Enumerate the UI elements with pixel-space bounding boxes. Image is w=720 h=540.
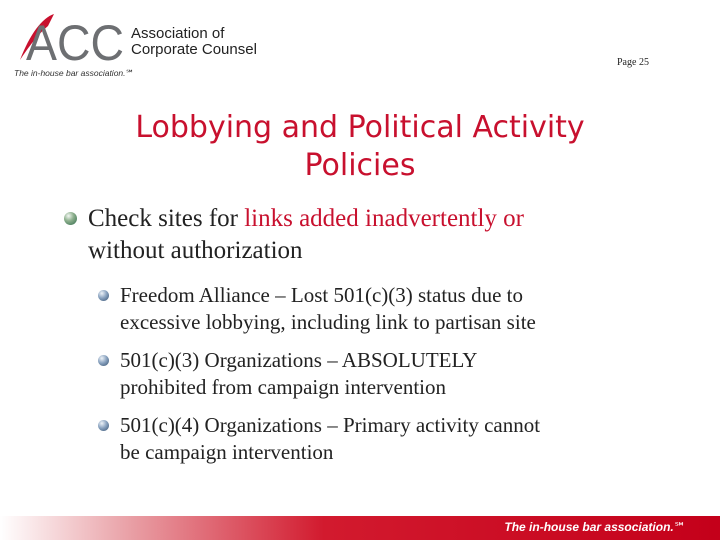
slide-title-line2: Policies: [304, 148, 416, 183]
main-bullet-accent-text: links added inadvertently or: [244, 205, 525, 232]
blue-sphere-bullet-icon: [98, 420, 109, 431]
logo-org-line2: Corporate Counsel: [131, 41, 257, 58]
sub-bullet-item: [98, 412, 688, 466]
logo-tagline: The in-house bar association.℠: [14, 68, 135, 78]
logo-org-line1: Association of: [131, 25, 225, 42]
sub-bullet-line1: 501(c)(3) Organizations – ABSOLUTELY: [120, 348, 478, 372]
main-bullet: [88, 203, 688, 267]
slide-title: [60, 109, 660, 185]
page-number: Page 25: [617, 57, 649, 68]
sub-bullet-line2: prohibited from campaign intervention: [120, 375, 446, 399]
blue-sphere-bullet-icon: [98, 290, 109, 301]
acc-logo: [14, 10, 257, 80]
acc-logo-mark: [14, 10, 126, 66]
sub-bullet-line2: excessive lobbying, including link to partisan site: [120, 310, 536, 334]
sub-bullet-line2: be campaign intervention: [120, 440, 334, 464]
sub-bullet-list: [98, 282, 688, 477]
sub-bullet-line1: 501(c)(4) Organizations – Primary activity cannot: [120, 413, 541, 437]
footer-bar: [0, 516, 720, 540]
logo-mark-text: ACC: [26, 15, 124, 66]
logo-org-name: [131, 26, 257, 58]
main-bullet-text-end: without authorization: [88, 237, 303, 264]
sub-bullet-item: [98, 347, 688, 401]
sub-bullet-item: [98, 282, 688, 336]
main-bullet-text-start: Check sites for: [88, 205, 245, 232]
sub-bullet-line1: Freedom Alliance – Lost 501(c)(3) status due to: [120, 283, 523, 307]
footer-tagline: The in-house bar association.℠: [504, 520, 686, 534]
slide-title-line1: Lobbying and Political Activity: [135, 110, 585, 145]
blue-sphere-bullet-icon: [98, 355, 109, 366]
green-sphere-bullet-icon: [64, 212, 77, 225]
